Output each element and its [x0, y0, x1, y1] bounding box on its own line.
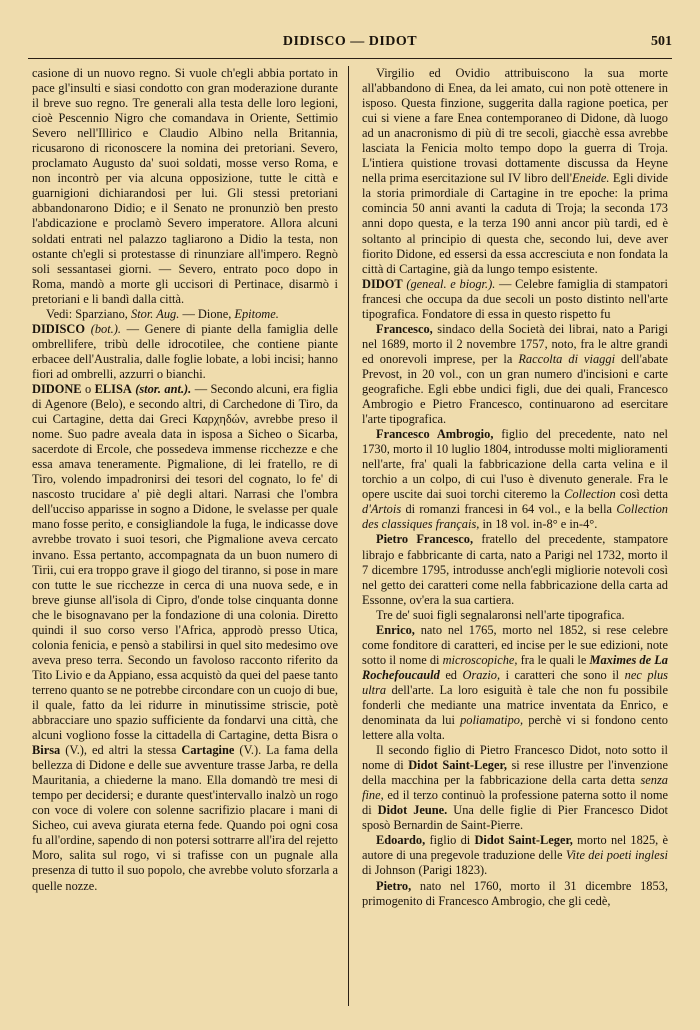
- right-column: [362, 66, 668, 909]
- entry-enrico: Enrico, nato nel 1765, morto nel 1852, si rese celebre come fonditore di caratteri, ed incise per le sue edizioni, note sotto il nome di microscopiche, fra le quali le Maximes de La Rochefoucauld ed Orazio, i caratteri che sono il nec plus ultra dell'arte. La loro esiguità è tale che non fu possibile fonderli che mediante una matrice inventata da Enrico, e denominata da lui poliamatipo, perchè vi si fondono cento lettere alla volta.: [362, 622, 668, 743]
- headword-didone: DIDONE: [32, 381, 82, 396]
- entry-didot: DIDOT (geneal. e biogr.). — Celebre famiglia di stampatori francesi che occupa da due secoli un posto distinto nell'arte tipografica. Fondatore di essa in questo rispetto fu: [362, 276, 668, 321]
- left-column: [32, 66, 338, 894]
- headword-didisco: DIDISCO: [32, 321, 86, 336]
- paragraph-virgilio: Virgilio ed Ovidio attribuiscono la sua morte all'abbandono di Enea, da lei amato, cui non potè ottenere in isposo. Questa finzione, suggerita dalla ragione poetica, per cui si viene a fare Enea contemporaneo di Didone, dà luogo ad un anacronismo di più di tre secoli, giacchè essa avrebbe lasciata la Fenicia molto tempo dopo la guerra di Troja. L'intiera quistione trovasi dottamente discussa da Heyne nella prima esercitazione sul IV libro dell'Eneide. Egli divide la storia primordiale di Cartagine in tre epoche: la prima comincia 50 anni avanti la caduta di Troja; la seconda 173 anni dopo questa, e la terza 190 anni ancor più tardi, ed è soltanto al principio di questa che, secondo lui, deve aver fiorito Didone, ed essersi da essa accresciuta e non fondata la città di Cartagine, già da lungo tempo esistente.: [362, 66, 668, 276]
- headword-didot: DIDOT: [362, 276, 403, 291]
- header-rule: [28, 58, 672, 59]
- entry-didone: DIDONE o ELISA (stor. ant.). — Secondo alcuni, era figlia di Agenore (Belo), e secondo altri, di Carchedone di Tiro, da cui Cartagine, detta dai Greci Καρχηδών, avrebbe preso il nome. Suo padre aveala data in isposa a Sicheo o Sicarba, sacerdote di Ercole, che possedeva immense ricchezze e che essa amava teneramente. Pigmalione, di lei fratello, re di Tiro, volendo impadronirsi dei tesori del cognato, lo fe' di nascosto trucidare a' piè degli altari. Narrasi che l'ombra dell'ucciso apparisse in sogno a Didone, le svelasse per quale mano fosse perito, e consigliandole la fuga, le indicasse dove avrebbe trovato i suoi tesori, che Pigmalione aveva cercato invano. Essa pertanto, accompagnata da un buon numero di Tirii, cui era troppo grave il giogo del tiranno, si pose in mare con tutte le sue ricchezze in cerca di una nuova sede, e in breve giunse all'isola di Cipro, d'onde tolse cinquanta donne che le bisognavano per la fondazione di una colonia. Diretto quindi il suo corso verso l'Africa, approdò presso Utica, colonia fenicia, e pensò a stabilirsi in quel sito medesimo ove aveva preso terra. Secondo un favoloso racconto riferito da Tito Livio e da Appiano, essa acquistò da quei del paese tanto terreno quanto se ne potrebbe circondare con un cuojo di bue, il quale, fatto da lei ridurre in minutissime striscie, potè abbracciare uno spazio sufficiente da fondarvi una città, che alcuni vogliono fosse la cittadella di Cartagine, detta Bisra o Birsa (V.), ed altri la stessa Cartagine (V.). La fama della bellezza di Didone e delle sue avventure trasse Jarba, re della Mauritania, a chiederne la mano. Ella domandò tre mesi di tempo per decidersi; e durante quest'intervallo inalzò un rogo con voce di volere con solenne sacrifizio placare i mani di Sicheo, cui aveva giurata eterna fede. Quando poi ogni cosa fu all'ordine, sapendo di non potersi sottrarre all'ira del rejetto Moro, salita sul rogo, vi si trafisse con un pugnale alla presenza di tutto il suo popolo, che avrebbe voluto sforzarla a quelle nozze.: [32, 381, 338, 893]
- paragraph-tre-figli: Tre de' suoi figli segnalaronsi nell'arte tipografica.: [376, 607, 625, 622]
- entry-francesco-ambrogio: Francesco Ambrogio, figlio del precedente, nato nel 1730, morto il 10 luglio 1804, introdusse molti miglioramenti nell'arte, fra' quali la fabbricazione della carta velina e il torchio a un colpo, di cui l'uso è divenuto generale. Fra le opere uscite dai suoi torchi citeremo la Collection così detta d'Artois di romanzi francesi in 64 vol., e la bella Collection des classiques français, in 18 vol. in-8° e in-4°.: [362, 427, 668, 532]
- paragraph-secondo-figlio: Il secondo figlio di Pietro Francesco Didot, noto sotto il nome di Didot Saint-Leger, si rese illustre per l'invenzione della macchina per la fabbricazione della carta detta senza fine, ed il terzo continuò la professione paterna sotto il nome di Didot Jeune. Una delle figlie di Pier Francesco Didot sposò Bernardin de Saint-Pierre.: [362, 743, 669, 833]
- page-header: [28, 34, 672, 58]
- paragraph-didio-end: casione di un nuovo regno. Si vuole ch'egli abbia portato in pace gl'insulti e siasi condotto con gran moderazione durante il breve suo regno. Tre generali alla testa delle loro legioni, cioè Pescennio Nigro che comandava in Oriente, Settimio Severo nell'Illirico e Claudio Albino nella Britannia, ricusarono di riconoscere la nomina dei pretoriani. Severo, proclamato Augusto da' suoi soldati, mosse verso Roma, e non incontrò per via alcuna opposizione, tutte le città e guarnigioni dichiarandosi per lui. Gli stessi pretoriani abbandonarono Didio; e il Senato ne pronunziò ben presto l'abdicazione e proclamò Severo imperatore. Allora alcuni soldati entrati nel palazzo tagliarono a Didio la testa, non ostante ch'egli si protestasse di rinunziare all'impero. Regnò soli sessantasei giorni. — Severo, entrato poco dopo in Roma, mandò a morte gli uccisori di Pertinace, disarmò i pretoriani e li bandì dalla città.: [32, 66, 338, 306]
- paragraph-vedi: Vedi: Sparziano, Stor. Aug. — Dione, Epitome.: [46, 306, 279, 321]
- column-divider: [348, 66, 349, 1006]
- entry-francesco: Francesco, sindaco della Società dei librai, nato a Parigi nel 1689, morto il 2 novembre 1757, noto, fra le altre grandi ed onorevoli imprese, per la Raccolta di viaggi dell'abate Prevost, in 20 vol., con un gran numero d'incisioni e carte geografiche. Egli ebbe undici figli, due dei quali, Francesco Ambrogio e Pietro Francesco, continuarono ad esercitare l'arte tipografica.: [362, 321, 668, 427]
- entry-didisco: DIDISCO (bot.). — Genere di piante della famiglia delle ombrellifere, tribù delle idrocotilee, che contiene piante erbacee dell'Australia, dalle foglie lobate, a lobi incisi; hanno fiori ad ombrelli, azzurri o bianchi.: [32, 321, 338, 381]
- running-title: DIDISCO — DIDOT: [282, 34, 418, 49]
- entry-pietro: Pietro, nato nel 1760, morto il 31 dicembre 1853, primogenito di Francesco Ambrogio, che gli cedè,: [362, 878, 668, 908]
- entry-edoardo: Edoardo, figlio di Didot Saint-Leger, morto nel 1825, è autore di una pregevole traduzione delle Vite dei poeti inglesi di Johnson (Parigi 1823).: [362, 833, 668, 878]
- headword-elisa: ELISA: [94, 381, 132, 396]
- page-number: 501: [651, 34, 672, 49]
- entry-pietro-francesco: Pietro Francesco, fratello del precedente, stampatore librajo e fabbricante di carta, nato a Parigi nel 1732, morto il 7 dicembre 1795, introdusse anch'egli migliorie notevoli così nel getto dei caratteri come nella fabbricazione della carta ad Essonne, ov'era la sua cartiera.: [362, 532, 668, 607]
